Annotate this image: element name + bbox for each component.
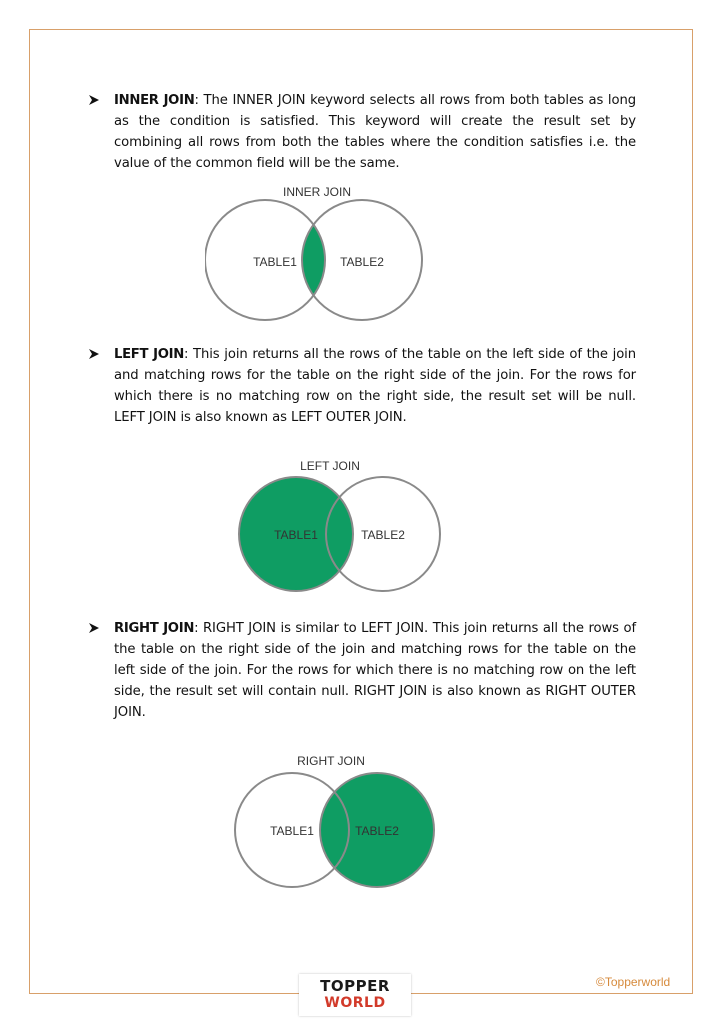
- logo-top-text: TOPPER: [320, 977, 390, 995]
- venn-title: INNER JOIN: [282, 185, 352, 199]
- term-separator: :: [194, 621, 199, 636]
- table1-label: TABLE1: [253, 255, 297, 269]
- left-join-paragraph: [114, 344, 636, 428]
- term-label: INNER JOIN: [114, 93, 195, 108]
- topperworld-logo: [299, 974, 411, 1016]
- left-join-venn-diagram: [230, 455, 460, 600]
- logo-bottom-text: WORLD: [324, 995, 386, 1011]
- inner-join-paragraph: [114, 90, 636, 174]
- table2-label: TABLE2: [340, 255, 384, 269]
- term-label: RIGHT JOIN: [114, 621, 195, 636]
- description-text: RIGHT JOIN is similar to LEFT JOIN. This join returns all the rows of the table on the right side of the join and matching rows for the table on the left side of the join. For the rows for which there is no matching row on the left side, the result set will contain null. RIGHT JOIN is also known as RIGHT OUTER JOIN.: [114, 621, 636, 720]
- right-join-venn-diagram: [225, 750, 455, 895]
- description-text: The INNER JOIN keyword selects all rows from both tables as long as the condition is satisfied. This keyword will create the result set by combining all rows from both the tables where the condition satisfies i.e. the value of the common field will be the same.: [114, 93, 636, 171]
- copyright-text: ©Topperworld: [596, 975, 671, 989]
- section-right-join: [88, 618, 636, 723]
- description-text: This join returns all the rows of the table on the left side of the join and matching rows for the table on the right side of the join. For the rows for which there is no matching row on the right side, the result set will be null. LEFT JOIN is also known as LEFT OUTER JOIN.: [114, 347, 636, 425]
- table1-label: TABLE1: [274, 528, 318, 542]
- section-inner-join: [88, 90, 636, 174]
- arrow-bullet-icon: [88, 344, 100, 364]
- venn-title: LEFT JOIN: [300, 459, 360, 473]
- venn-title: RIGHT JOIN: [297, 754, 365, 768]
- table1-label: TABLE1: [270, 824, 314, 838]
- term-separator: :: [194, 93, 199, 108]
- table2-label: TABLE2: [355, 824, 399, 838]
- section-left-join: [88, 344, 636, 428]
- right-join-paragraph: [114, 618, 636, 723]
- inner-join-venn-diagram: [205, 180, 435, 325]
- arrow-bullet-icon: [88, 618, 100, 638]
- arrow-bullet-icon: [88, 90, 100, 110]
- term-separator: :: [183, 347, 189, 362]
- term-label: LEFT JOIN: [114, 347, 184, 362]
- table2-label: TABLE2: [361, 528, 405, 542]
